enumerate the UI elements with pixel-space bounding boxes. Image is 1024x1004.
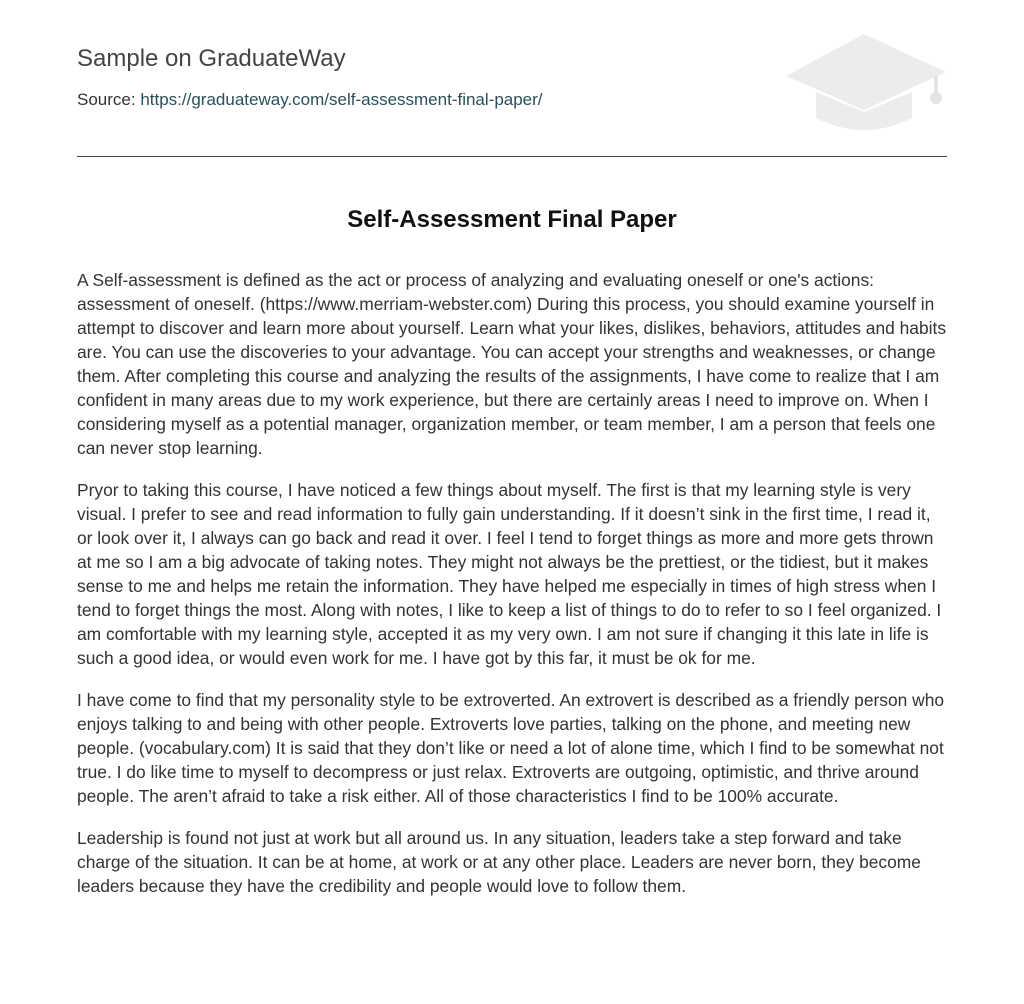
article-paragraph: Leadership is found not just at work but all around us. In any situation, leaders take a step forward and take charge of the situation. It can be at home, at work or at any other place. Leaders are never born, they become leaders because they have the credibility and people would love to follow them.	[77, 828, 921, 896]
article-paragraph: A Self-assessment is defined as the act or process of analyzing and evaluating oneself or one's actions: assessment of oneself. (https://www.merriam-webster.com) During this process, you should examine yourself in attempt to discover and learn more about yourself. Learn what your likes, dislikes, behaviors, attitudes and habits are. You can use the discoveries to your advantage. You can accept your strengths and weaknesses, or change them. After completing this course and analyzing the results of the assignments, I have come to realize that I am confident in many areas due to my work experience, but there are certainly areas I need to improve on. When I considering myself as a potential manager, organization member, or team member, I am a person that feels one can never stop learning.	[77, 270, 947, 458]
article-body	[77, 268, 947, 916]
page-header	[77, 0, 947, 157]
source-line	[77, 89, 543, 111]
article-paragraph: Pryor to taking this course, I have noticed a few things about myself. The first is that my learning style is very visual. I prefer to see and read information to fully gain understanding. If it doesn’t sink in the first time, I read it, or look over it, I always can go back and read it over. I feel I tend to forget things as more and more gets thrown at me so I am a big advocate of taking notes. They might not always be the prettiest, or the tidiest, but it makes sense to me and helps me retain the information. They have helped me especially in times of high stress when I tend to forget things the most. Along with notes, I like to keep a list of things to do to refer to so I feel organized. I am comfortable with my learning style, accepted it as my very own. I am not sure if changing it this late in life is such a good idea, or would even work for me. I have got by this far, it must be ok for me.	[77, 480, 942, 668]
article-title: Self-Assessment Final Paper	[347, 206, 677, 233]
source-link[interactable]: https://graduateway.com/self-assessment-final-paper/	[140, 90, 543, 109]
article-paragraph: I have come to find that my personality style to be extroverted. An extrovert is described as a friendly person who enjoys talking to and being with other people. Extroverts love parties, talking on the phone, and meeting new people. (vocabulary.com) It is said that they don’t like or need a lot of alone time, which I find to be somewhat not true. I do like time to myself to decompress or just relax. Extroverts are outgoing, optimistic, and thrive around people. The aren’t afraid to take a risk either. All of those characteristics I find to be 100% accurate.	[77, 690, 945, 806]
site-name: Sample on GraduateWay	[77, 45, 346, 72]
source-label: Source:	[77, 90, 136, 109]
graduation-cap-icon	[780, 30, 948, 134]
